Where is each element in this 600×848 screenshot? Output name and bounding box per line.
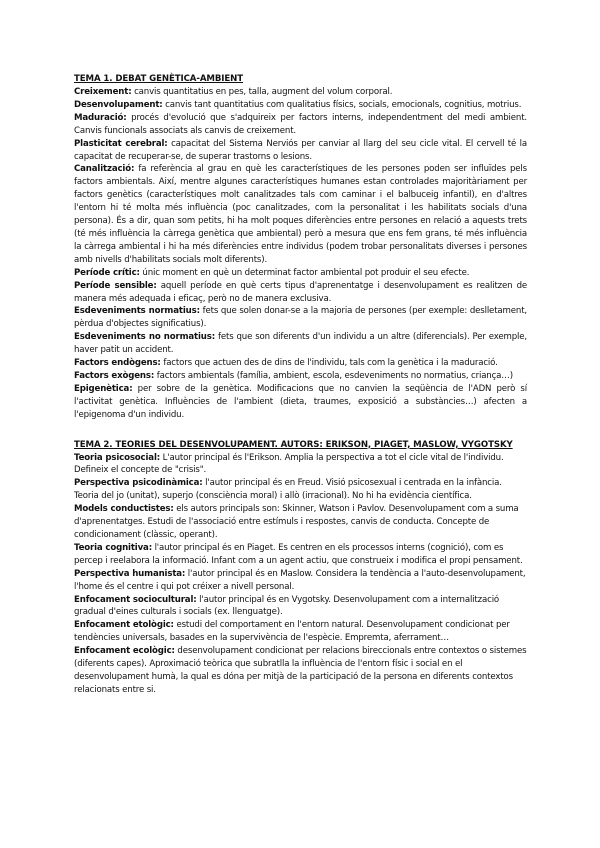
definition-entry (74, 645, 527, 697)
term: Enfocament etològic: (74, 620, 174, 631)
term: Models conductistes: (74, 504, 174, 515)
term: Teoria psicosocial: (74, 452, 161, 463)
definition: l'autor principal és en Vygotsky. Desenvolupament com a internalització gradual d'eines culturals i socials (ex. llenguatge). (74, 594, 500, 618)
section-tema-1 (74, 72, 527, 422)
definition-entry (74, 112, 527, 138)
section-tema-2 (74, 438, 527, 697)
definition: aquell període en què certs tipus d'aprenentatge i desenvolupament es realitzen de manera més adequada i eficaç, però no de manera exclusiva. (74, 280, 528, 304)
definition-entry (74, 99, 527, 112)
term: Factors exògens: (74, 370, 155, 381)
term: Maduració: (74, 112, 127, 123)
definition-entry (74, 305, 527, 331)
term: Perspectiva psicodinàmica: (74, 478, 203, 489)
definition-entry (74, 503, 527, 542)
definition: per sobre de la genètica. Modificacions que no canvien la seqüència de l'ADN però sí l'activitat genètica. Influències de l'ambient (dieta, traumes, exposició a substàncies…) afecten a l'epigenoma d'un individu. (74, 383, 527, 420)
definition-entry (74, 542, 527, 568)
definition: els autors principals son: Skinner, Watson i Pavlov. Desenvolupament com a suma d'aprenentatges. Estudi de l'associació entre estímuls i respostes, canvis de conducta. Concepte de condicionament (clàssic, operant). (74, 504, 519, 540)
definition-entry (74, 138, 527, 164)
term: Enfocament ecològic: (74, 646, 175, 657)
definition: estudi del comportament en l'entorn natural. Desenvolupament condicionat per tendències universals, basades en la supervivència de l'espècie. Empremta, aferrament… (74, 620, 510, 644)
definition-entry (74, 477, 527, 503)
definition: canvis tant quantitatius com qualitatius físics, socials, emocionals, cognitius, motrius. (162, 99, 522, 110)
definition-entry (74, 357, 527, 370)
definition: fets que solen donar-se a la majoria de persones (per exemple: deslletament, pèrdua d'objectes significatius). (74, 306, 527, 330)
definition: fa referència al grau en què les característiques de les persones poden ser influïdes pels factors ambientals. Així, mentre algunes característiques humanes estan controlades majoritàriament per factors genètics (característiques molt canalitzades tals com caminar i el balbuceig infantil), en d'altres l'entorn hi té molta més influència (poc canalitzades, com la personalitat i les habilitats socials d'una persona). És a dir, quan som petits, hi ha molt poques diferències entre persones en relació a aquests trets (té més influència la càrrega genètica que ambiental) però a mesura que ens fem grans, té més influència la càrrega ambiental i hi ha més diferències entre individus (podem trobar personalitats diverses i persones amb nivells d'habilitats socials molt diferents). (74, 164, 527, 265)
definition-entry (74, 331, 527, 357)
term: Període crític: (74, 267, 140, 278)
definition-entry (74, 568, 527, 594)
definition-entry (74, 452, 527, 478)
definition-entry (74, 86, 527, 99)
term: Epigenètica: (74, 383, 133, 394)
definition: L'autor principal és l'Erikson. Amplia la perspectiva a tot el cicle vital de l'individu. Defineix el concepte de "crisis". (74, 452, 504, 476)
term: Esdeveniments normatius: (74, 306, 200, 317)
term: Factors endògens: (74, 358, 161, 369)
definition: factors que actuen des de dins de l'individu, tals com la genètica i la maduració. (160, 358, 498, 369)
term: Teoria cognitiva: (74, 542, 152, 553)
term: Creixement: (74, 87, 132, 97)
definition: desenvolupament condicionat per relacions bireccionals entre contextos o sistemes (diferents capes). Aproximació teòrica que subratlla la influència de l'entorn físic i social en el desenvolupament humà, la qual es dóna per mitjà de la participació de la persona en diferents contextos relacionats entre si. (74, 646, 527, 695)
term: Perspectiva humanista: (74, 568, 186, 579)
term: Enfocament sociocultural: (74, 594, 197, 605)
section-title: TEMA 2. TEORIES DEL DESENVOLUPAMENT. AUTORS: ERIKSON, PIAGET, MASLOW, VYGOTSKY (74, 439, 513, 450)
definition: l'autor principal és en Freud. Visió psicosexual i centrada en la infància. Teoria del jo (unitat), superjo (consciència moral) i allò (irracional). No hi ha evidència científica. (74, 478, 502, 502)
definition: procés d'evolució que s'adquireix per factors interns, independentment del medi ambient. Canvis funcionals associats als canvis de creixement. (74, 112, 527, 136)
definition-entry (74, 163, 527, 266)
term: Esdeveniments no normatius: (74, 332, 216, 343)
definition: canvis quantitatius en pes, talla, augment del volum corporal. (131, 87, 393, 97)
section-title: TEMA 1. DEBAT GENÈTICA-AMBIENT (74, 74, 244, 84)
entry-list (74, 452, 527, 697)
definition: capacitat del Sistema Nerviós per canviar al llarg del seu cicle vital. El cervell té la capacitat de recuperar-se, de superar trastorns o lesions. (74, 138, 528, 162)
definition-entry (74, 619, 527, 645)
term: Canalització: (74, 164, 135, 175)
definition-entry (74, 267, 527, 280)
term: Desenvolupament: (74, 99, 163, 110)
definition-entry (74, 280, 527, 306)
definition-entry (74, 594, 527, 620)
definition: l'autor principal és en Maslow. Considera la tendència a l'auto-desenvolupament, l'home és el centre i qui pot créixer a nivell personal. (74, 568, 526, 592)
definition: l'autor principal és en Piaget. Es centren en els processos interns (cognició), com es percep i reelabora la informació. Infant com a un agent actiu, que construeix i modifica el propi pensament. (74, 542, 523, 566)
definition: fets que son diferents d'un individu a un altre (diferencials). Per exemple, haver patit un accident. (74, 332, 527, 356)
definition: factors ambientals (família, ambient, escola, esdeveniments no normatius, criança…) (154, 370, 513, 381)
definition: únic moment en què un determinat factor ambiental pot produir el seu efecte. (139, 267, 470, 278)
definition-entry (74, 383, 527, 422)
term: Plasticitat cerebral: (74, 138, 168, 149)
definition-entry (74, 370, 527, 383)
term: Període sensible: (74, 280, 157, 291)
entry-list (74, 86, 527, 422)
